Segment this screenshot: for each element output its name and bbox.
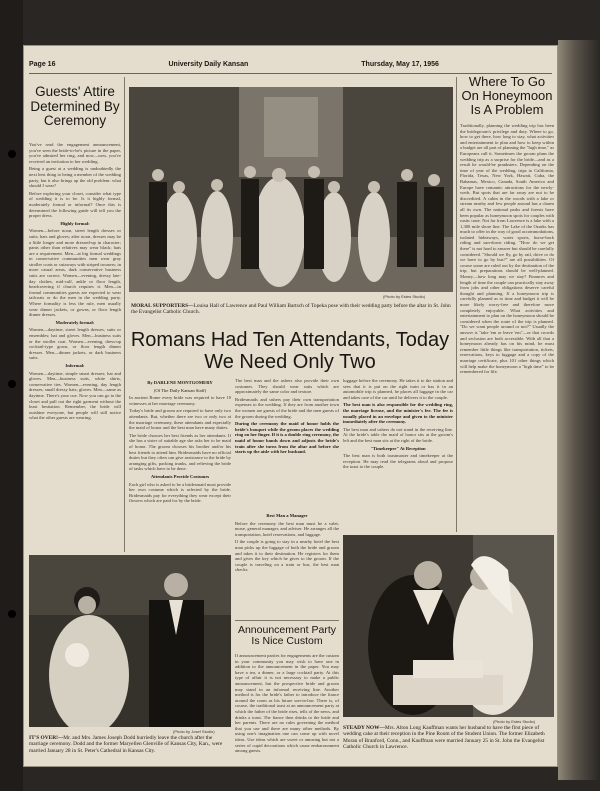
- caption-lead: MORAL SUPPORTERS—: [131, 303, 194, 309]
- page-edge-shadow: [558, 40, 600, 780]
- announcement-headline: Announcement Party Is Nice Custom: [237, 624, 337, 648]
- section-heading: Moderately formal:: [55, 319, 95, 325]
- article-paragraph: If announcement parties for engagements are the custom in your community you may wish to have one in addition to the announcement in the paper. You may have a tea, a dinner, or a large cocktail party. At this type of affair it is not necessary to make a public announcement, but the prospective bride and groom may stand in an informal receiving line. Another method is for the bride's father to introduce the fiance around the room as his future son-in-law. There is, of course, the traditional toast at an announcement party at which the father of the bride rises, tells of the news, and drinks a toast. The fiance then drinks to the bride and her parents. There are no rules governing the method that you use and there are many other methods. By using one's imagination one can come up with novel ideas. Use ideas which are sweet or amusing but not a series of cupid decorations which cause embarrassment among guests.: [235, 653, 339, 754]
- article-paragraph: Each girl who is asked to be a bridesmaid must provide her own costume which is selected by the bride. Bridesmaids pay for everything they wear except their flowers which are paid for by the bride.: [129, 481, 231, 504]
- newspaper-page: [23, 45, 558, 767]
- article-paragraph: If the couple is going to stay in a nearby hotel the best man picks up the luggage of both the bride and groom and takes it to their destination. He registers for them and gives the key which he gives to the groom. If the couple is traveling on a train or bus, the best man checks: [235, 539, 339, 573]
- romans-col-3: [343, 378, 453, 554]
- wedding-party-photo: [129, 87, 453, 292]
- photo-credit: (Photo by Josef Studio): [173, 729, 215, 734]
- article-paragraph: The best man and ushers do not stand in the receiving line. At the bride's table the maid of honor sits at the groom's left and the best man sits at the right of the bride.: [343, 426, 453, 443]
- caption-text: Louisa Hall of Lawrence and Paul William Bartsch of Topeka pose with their wedding party before the altar in St. John the Evangelist Catholic Church.: [131, 303, 451, 316]
- article-paragraph: Before exploring your closet, consider what type of wedding it is to be. Is it highly formal, moderately formal or informal? Once this is determined the following guide will tell you the proper dress.: [29, 190, 121, 219]
- subhead: Attendants Provide Costumes: [150, 473, 210, 479]
- announcement-body: [235, 653, 339, 761]
- section-text: Women—daytime, street length dresses, suits or ensembles; hat and gloves. Men—business suits or the stroller coat. Women—evening, dress-up cocktail-type gown, or floor length dinner dresses. Men—dinner jackets, or dark business suits.: [29, 327, 121, 361]
- romans-headline: Romans Had Ten Attendants, Today We Need Only Two: [130, 329, 450, 373]
- caption-text: Mr. and Mrs. James Joseph Dodd hurriedly leave the church after the marriage ceremony. Dodd and the former Maryellen Glenville of Kansas City, Kan., were married January 28 in St. Peter's Cathedral in Kansas City.: [29, 735, 223, 754]
- page-number: Page 16: [29, 61, 56, 68]
- guests-attire-body: [29, 142, 121, 551]
- caption-text: Mrs. Alton Long Kauffman wants her husband to have the first piece of wedding cake at their reception in the Pine Room of the Student Union. The former Elizabeth Moran of Branford, Conn., and Kauffman were married January 25 in St. John the Evangelist Catholic Church in Lawrence.: [343, 725, 545, 751]
- subhead: Best Man a Manager: [266, 513, 308, 518]
- article-paragraph: The best man and the ushers also provide their own costumes. They should wear suits which are approximately the same color and texture.: [235, 378, 339, 395]
- article-paragraph: You've read the engagement announcement, you've seen the bride-to-be's picture in the paper, you've admired her ring, and now—now, you've received an invitation to her wedding.: [29, 142, 121, 164]
- section-heading: Highly formal:: [60, 220, 90, 226]
- section-heading: Informal:: [65, 362, 85, 368]
- article-paragraph: During the ceremony the maid of honor holds the bride's bouquet while the groom places the wedding ring on her finger. If it is a double ring ceremony, the maid of honor hands down and adjusts the bride's train after she turns from the altar and before she starts up the aisle with her husband.: [235, 421, 339, 455]
- byline-staff: (Of The Daily Kansan Staff): [153, 387, 207, 393]
- section-text: Women—daytime, simple smart dresses; hat and gloves. Men—business suits, white shirts, conservative ties. Women—evening, day length dresses; small dressy hats; gloves. Men—same as daytime. There's your cue. Now you can go to the closet and pull out the right garment without the least hesitation. Remember, the bride will outshine everyone, but people will still notice what the other guests are wearing.: [29, 370, 121, 421]
- article-paragraph: The best man is both toastmaster and timekeeper at the reception. He may read the telegrams aloud and propose the toast to the couple.: [343, 453, 453, 470]
- article-paragraph: The best man is also responsible for the wedding ring, the marriage license, and the minister's fee. The fee is usually placed in an envelope and given to the minister immediately after the ceremony.: [343, 402, 453, 425]
- caption-lead: IT'S OVER!—: [29, 735, 64, 741]
- byline: By DARLENE MONTGOMERY: [147, 380, 213, 385]
- article-paragraph: Today's bride and groom are required to have only two attendants. But, whether there are two or only two at the marriage ceremony, these attendants and especially the maid of honor and the best man have many duties.: [129, 408, 231, 431]
- subhead: "Timekeeper" At Reception: [370, 445, 426, 451]
- honeymoon-body: [460, 123, 554, 532]
- section-rule: [235, 620, 339, 621]
- article-paragraph: Before the ceremony the best man must be a valet, nurse, general manager, and adviser. He arranges all the transportation, hotel reservations, and luggage.: [235, 520, 339, 537]
- section-text: Women—before noon, street length dresses or suits; hats and gloves; after noon, dresses may be a little longer and more dressed-up in character; pants other than relatives may wear black; hats are a requirement. Men—at big formal weddings in conservative communities men wear gray stroller coats or cutaways with striped trousers; in more casual areas, dark conservative business suits are correct. Women—evening, dressy late-day clothes, mid-calf, ankle or floor length, headcovering if church requires it. Men—in formal communities guests are expected to wear tailcoats or do the men in the wedding party. Where formality is less the rule, men usually wear dinner jackets, or gowns, or floor length dinner dresses.: [29, 228, 121, 318]
- article-paragraph: In ancient Rome every bride was required to have 10 witnesses at her marriage ceremony.: [129, 395, 231, 406]
- honeymoon-headline: Where To Go On Honeymoon Is A Problem: [461, 74, 553, 118]
- photo-credit: (Photo by Estes Studio): [493, 719, 536, 724]
- article-paragraph: Being a guest at a wedding is undoubtedly the next best thing to being a member of the wedding party, but it also brings up the old problem: what should I wear?: [29, 166, 121, 189]
- romans-col-1: [129, 378, 231, 554]
- article-paragraph: Bridesmaids and ushers pay their own transportation expenses to the wedding. If they are from another town the women are guests of the bride and the men guests of the groom during the wedding.: [235, 396, 339, 419]
- photo-credit: (Photo by Estes Studio): [383, 294, 426, 299]
- page-header: [29, 61, 552, 74]
- bottom-left-caption: [29, 735, 231, 754]
- article-paragraph: luggage before the ceremony. He takes it to the station and sees that it is put on the right train or has it in an automobile trip is planned, he places all luggage in the car and takes care of the car until he delivers it to the couple.: [343, 378, 453, 400]
- guests-attire-headline: Guests' Attire Determined By Ceremony: [30, 84, 120, 129]
- best-man-column: [235, 511, 339, 611]
- column-rule: [124, 77, 125, 552]
- article-paragraph: Traditionally, planning the wedding trip has been the bridegroom's privilege and duty. Where to go, how to get there, how long to stay, what activities and entertainment to plan and how to keep within a budget are all part of planning the "high time," as Europeans call it. Sometimes the groom plans the wedding trip as a surprise for the bride—and as a result he would-be pranksters. Depending on the time of year of the wedding, trips to California, Florida, Texas, New York, Hawaii, Cuba, the Bahamas, Mexico, Canada, South America and Europe have romantic attractions for the newly-weds. But spots that are far away are not to be discredited. A cabin in the woods with a lake or stream nearby and few people around has a charm all its own. The national parks and forests have been popular as honeymoon spots for couples with rustic taste. Not far from Lawrence is a lake with a 1,300 mile shore line. The Lake of the Ozarks has much to offer in the way of good accommodations, isolated hideaways, water sports, horse-back riding and sun-down riding. "How do we get there" is not hard to answer but should be carefully considered. "Should we fly, go by rail, drive or do we have to go by bus?" are all possibilities. Of course some are ruled out by the destination of the trip, but preparations should be well-planned. Money—how long may we stay? Finances and length of time the couple can practically stay away from jobs and other obligations deserve careful thought and planning. If a honeymoon trip is carefully planned as to time and budget it will be more likely worry-free and therefore more completely enjoyable. What activities and entertainment to plan on the honeymoon should be considered when the route of the trip is planned. "Do we want people around or not?" Usually the answer is "take 'em or leave 'em"—or that crowds and seclusion are both accessible. With all that a honeymoon already has on his mind, he must remember little things like transportation, tickets, reservations, keys to luggage and a copy of the marriage certificate, plus 101 other things which will help make the honeymoon a "high time" to be remembered for life.: [460, 123, 554, 375]
- issue-date: Thursday, May 17, 1956: [361, 61, 439, 68]
- cake-cutting-photo: [343, 535, 554, 717]
- couple-leaving-church-photo: [29, 555, 231, 727]
- caption-lead: STEADY NOW—: [343, 725, 385, 731]
- paper-name: University Daily Kansan: [168, 61, 249, 68]
- bottom-right-caption: [343, 725, 554, 751]
- top-photo-caption: [131, 303, 453, 316]
- column-rule: [456, 77, 457, 532]
- article-paragraph: The bride chooses her best friends as her attendants. If she has a sister of suitable age she asks her to be maid of honor. The groom chooses his brother and/or his best friends to attend him. Bridesmaids have no official duties but they often can give assistance to the bride by arranging gifts, packing trunks, and relieving the bride of tasks which have to be done.: [129, 432, 231, 472]
- book-binding: [0, 0, 23, 791]
